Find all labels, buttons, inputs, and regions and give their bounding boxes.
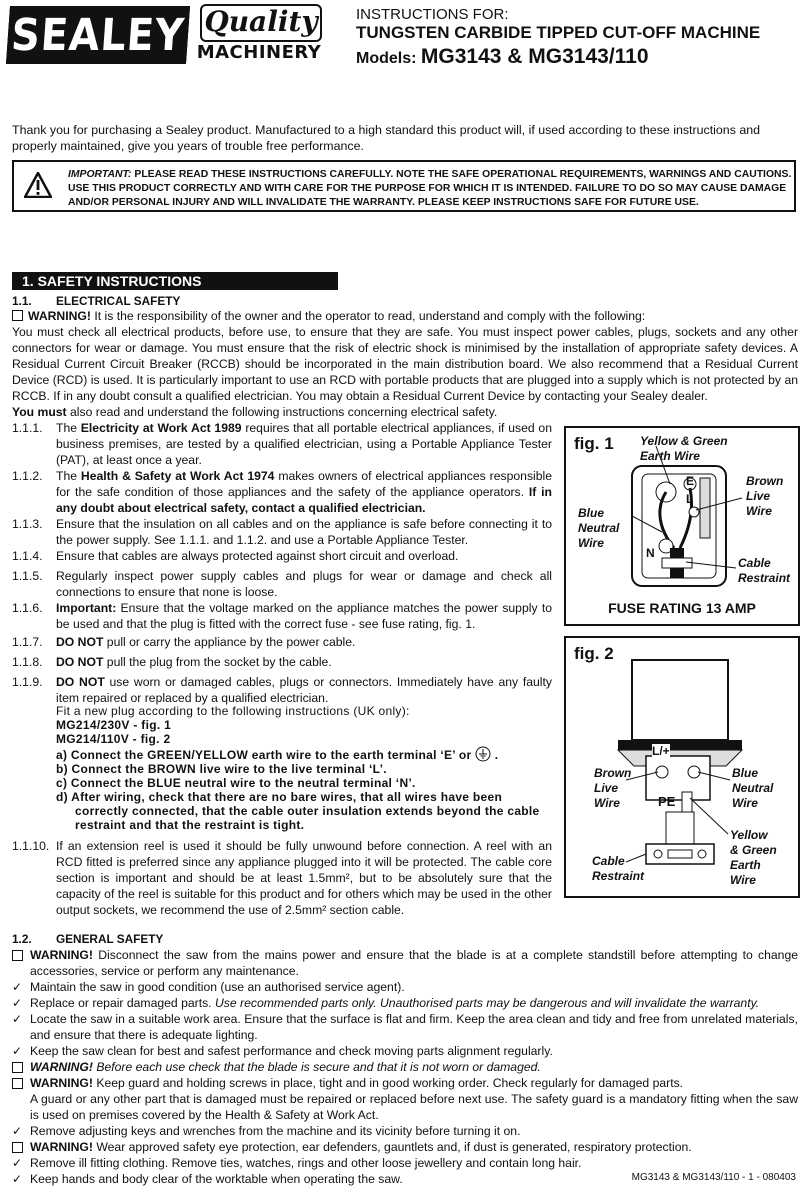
subsection-number-1-2: 1.2. bbox=[12, 932, 32, 946]
fig-2-label-earth: Earth bbox=[730, 858, 761, 872]
tick-icon: ✓ bbox=[12, 1124, 23, 1138]
checkbox-icon bbox=[12, 950, 23, 961]
list-item: ✓ Replace or repair damaged parts. Use recommended parts only. Unauthorised parts may be dangerous and will invalidate the warranty. bbox=[12, 996, 760, 1010]
tick-icon: ✓ bbox=[12, 996, 23, 1010]
plug-step-c: c) Connect the BLUE neutral wire to the neutral terminal ‘N’. bbox=[56, 776, 416, 790]
fig-1-label-earth-wire: Earth Wire bbox=[640, 449, 700, 463]
fig-1-label-cable: Cable bbox=[738, 556, 771, 570]
fig-2-label: fig. 2 bbox=[574, 644, 614, 663]
fig-1-label-restraint: Restraint bbox=[738, 571, 791, 585]
fig-2-label-cable: Cable bbox=[592, 854, 625, 868]
fig-1-terminal-l: L bbox=[686, 492, 694, 506]
plug-model-2: MG214/110V - fig. 2 bbox=[56, 732, 171, 746]
fig-2-label-wire-blue: Wire bbox=[732, 796, 758, 810]
fig-2-label-blue: Blue bbox=[732, 766, 759, 780]
tick-icon: ✓ bbox=[12, 1156, 23, 1170]
fig-1-terminal-e: E bbox=[686, 474, 695, 488]
sealey-logo: SEALEY bbox=[6, 6, 190, 64]
plug-model-1: MG214/230V - fig. 1 bbox=[56, 718, 172, 732]
important-box bbox=[12, 160, 796, 212]
list-item: WARNING! Before each use check that the blade is secure and that it is not worn or damaged. bbox=[12, 1059, 798, 1075]
list-item: 1.1.8. DO NOT pull the plug from the socket by the cable. bbox=[12, 655, 332, 669]
models-value: MG3143 & MG3143/110 bbox=[420, 45, 649, 68]
list-item: 1.1.7. DO NOT pull or carry the appliance by the power cable. bbox=[12, 635, 356, 649]
tick-icon: ✓ bbox=[12, 1172, 23, 1186]
subsection-title-electrical: ELECTRICAL SAFETY bbox=[56, 294, 181, 308]
warning-triangle-icon bbox=[24, 172, 52, 198]
list-item: 1.1.4. Ensure that cables are always protected against short circuit and overload. bbox=[12, 549, 459, 563]
models-line: Models: MG3143 & MG3143/110 bbox=[356, 45, 649, 68]
fig-1-label-wire-blue: Wire bbox=[578, 536, 604, 550]
fig-1-label-wire-brown: Wire bbox=[746, 504, 772, 518]
list-item: 1.1.5. Regularly inspect power supply cables and plugs for wear or damage and check all connections to ensure that none is loose. bbox=[12, 569, 552, 599]
list-item: 1.1.1. The Electricity at Work Act 1989 requires that all portable electrical appliances, if used on business premises, are tested by a qualified electrician, using a Portable Appliance Tester (PAT), at least once a year. bbox=[12, 421, 552, 467]
earth-symbol-icon bbox=[475, 746, 491, 762]
plug-instructions bbox=[56, 704, 552, 832]
intro-text: Thank you for purchasing a Sealey product. Manufactured to a high standard this product will, if used according to these instructions and properly maintained, give you years of trouble free performance. bbox=[12, 123, 761, 153]
fig-1-label: fig. 1 bbox=[574, 434, 614, 453]
fig-1-label-neutral: Neutral bbox=[578, 521, 620, 535]
instructions-for: INSTRUCTIONS FOR: bbox=[356, 6, 509, 23]
subsection-number-1-1: 1.1. bbox=[12, 294, 32, 308]
quality-logo-text: Quality bbox=[200, 4, 322, 42]
product-title: TUNGSTEN CARBIDE TIPPED CUT-OFF MACHINE bbox=[356, 23, 761, 42]
checkbox-icon bbox=[12, 310, 23, 321]
list-item: ✓ Keep hands and body clear of the worktable when operating the saw. bbox=[12, 1172, 403, 1186]
fig-2-label-wire-brown: Wire bbox=[594, 796, 620, 810]
fig-1-label-live: Live bbox=[746, 489, 771, 503]
electrical-warning: WARNING! It is the responsibility of the owner and the operator to read, understand and comply with the following: bbox=[12, 308, 798, 324]
fig-2-label-green: & Green bbox=[730, 843, 777, 857]
plug-step-d: d) After wiring, check that there are no bare wires, that all wires have been correctly connected, that the cable outer insulation extends beyond the cable restraint and that the restraint is tight. bbox=[56, 790, 540, 832]
plug-intro: Fit a new plug according to the following instructions (UK only): bbox=[56, 704, 410, 718]
tick-icon: ✓ bbox=[12, 1044, 23, 1058]
important-text: IMPORTANT: PLEASE READ THESE INSTRUCTIONS CAREFULLY. NOTE THE SAFE OPERATIONAL REQUIREMENTS, WARNINGS AND CAUTIONS. USE THIS PRODUCT CORRECTLY AND WITH CARE FOR THE PURPOSE FOR WHICH IT IS INTENDED. FAILURE TO DO SO MAY CAUSE DAMAGE AND/OR PERSONAL INJURY AND WILL INVALIDATE THE WARRANTY. PLEASE KEEP INSTRUCTIONS SAFE FOR FUTURE USE. bbox=[68, 169, 792, 208]
tick-icon: ✓ bbox=[12, 1012, 23, 1026]
fig-1-terminal-n: N bbox=[646, 546, 655, 560]
fig-2-label-restraint: Restraint bbox=[592, 869, 645, 883]
fig-2-plug-diagram bbox=[564, 636, 800, 898]
fig-1-label-brown: Brown bbox=[746, 474, 784, 488]
fig-2-label-neutral: Neutral bbox=[732, 781, 774, 795]
electrical-paragraph: You must check all electrical products, before use, to ensure that they are safe. You must inspect power cables, plugs, sockets and any other connectors for wear or damage. You must ensure that the risk of electric shock is minimised by the installation of appropriate safety devices. A Residual Current Circuit Breaker (RCCB) should be incorporated in the main distribution board. We also recommend that a Residual Current Device (RCD) is used. It is particularly important to use an RCD with portable products that are plugged into a supply which is not protected by an RCCB. If in any doubt consult a qualified electrician. You may obtain a Residual Current Device by contacting your Sealey dealer. bbox=[12, 325, 798, 403]
fig-1-plug-diagram bbox=[564, 426, 800, 626]
fig-2-terminal-live: L/+ bbox=[652, 744, 670, 758]
quality-machinery-logo bbox=[194, 4, 324, 66]
list-item: 1.1.2. The Health & Safety at Work Act 1974 makes owners of electrical appliances responsible for the safe condition of those appliances and the safety of the appliance operators. If in any doubt about electrical safety, contact a qualified electrician. bbox=[12, 469, 553, 515]
page-footer: MG3143 & MG3143/110 - 1 - 080403 bbox=[631, 1172, 796, 1183]
list-item: 1.1.6. Important: Ensure that the voltage marked on the appliance matches the power supply to be used and that the plug is fitted with the correct fuse - see fuse rating, fig. 1. bbox=[12, 601, 552, 631]
list-item: WARNING! Disconnect the saw from the mains power and ensure that the blade is at a complete standstill before attempting to change accessories, service or perform any maintenance. bbox=[12, 947, 798, 979]
electrical-paragraph-2: You must also read and understand the following instructions concerning electrical safety. bbox=[12, 405, 498, 419]
fig-1-label-yellow-green: Yellow & Green bbox=[640, 434, 728, 448]
list-item: 1.1.10. If an extension reel is used it should be fully unwound before connection. A reel with an RCD fitted is preferred since any appliance plugged into it will be protected. The cable core section is important and should be at least 1.5mm², but to be absolutely sure that the capacity of the reel is suitable for this product and for others which may be used in the other output sockets, we recommend the use of 2.5mm² section cable. bbox=[12, 839, 552, 917]
list-item: ✓ Remove adjusting keys and wrenches from the machine and its vicinity before turning it on. bbox=[12, 1124, 521, 1138]
checkbox-icon bbox=[12, 1142, 23, 1153]
fig-2-label-live: Live bbox=[594, 781, 619, 795]
fig-2-label-brown: Brown bbox=[594, 766, 632, 780]
plug-step-a: a) Connect the GREEN/YELLOW earth wire to the earth terminal ‘E’ or . bbox=[56, 748, 499, 762]
list-item: ✓ Remove ill fitting clothing. Remove ties, watches, rings and other loose jewellery and contain long hair. bbox=[12, 1156, 582, 1170]
tick-icon: ✓ bbox=[12, 980, 23, 994]
fig-2-label-yellow: Yellow bbox=[730, 828, 768, 842]
plug-step-b: b) Connect the BROWN live wire to the live terminal ‘L’. bbox=[56, 762, 387, 776]
list-item: ✓ Locate the saw in a suitable work area. Ensure that the surface is flat and firm. Keep the area clean and tidy and free from unrelated materials, and ensure that there is adequate lighting. bbox=[12, 1012, 798, 1042]
list-item: ✓ Keep the saw clean for best and safest performance and check moving parts alignment regularly. bbox=[12, 1044, 553, 1058]
list-item: ✓ Maintain the saw in good condition (use an authorised service agent). bbox=[12, 980, 405, 994]
machinery-logo-text: MACHINERY bbox=[196, 42, 322, 63]
section-heading-safety: 1. SAFETY INSTRUCTIONS bbox=[12, 272, 338, 290]
checkbox-icon bbox=[12, 1078, 23, 1089]
fig-2-label-wire-earth: Wire bbox=[730, 873, 756, 887]
fuse-rating: FUSE RATING 13 AMP bbox=[608, 600, 756, 616]
list-item: WARNING! Keep guard and holding screws in place, tight and in good working order. Check regularly for damaged parts. A guard or any other part that is damaged must be repaired or replaced before next use. The safety guard is a mandatory fitting when the saw is used on premises covered by the Health & Safety at Work Act. bbox=[12, 1075, 798, 1123]
list-item: 1.1.3. Ensure that the insulation on all cables and on the appliance is safe before connecting it to the power supply. See 1.1.1. and 1.1.2. and use a Portable Appliance Tester. bbox=[12, 517, 552, 547]
fig-1-label-blue: Blue bbox=[578, 506, 605, 520]
checkbox-icon bbox=[12, 1062, 23, 1073]
list-item: 1.1.9. DO NOT use worn or damaged cables, plugs or connectors. Immediately have any faulty item repaired or replaced by a qualified electrician. bbox=[12, 675, 552, 705]
subsection-title-general: GENERAL SAFETY bbox=[56, 932, 164, 946]
list-item: WARNING! Wear approved safety eye protection, ear defenders, gauntlets and, if dust is generated, respiratory protection. bbox=[12, 1139, 798, 1155]
fig-2-terminal-pe: PE bbox=[658, 794, 676, 809]
